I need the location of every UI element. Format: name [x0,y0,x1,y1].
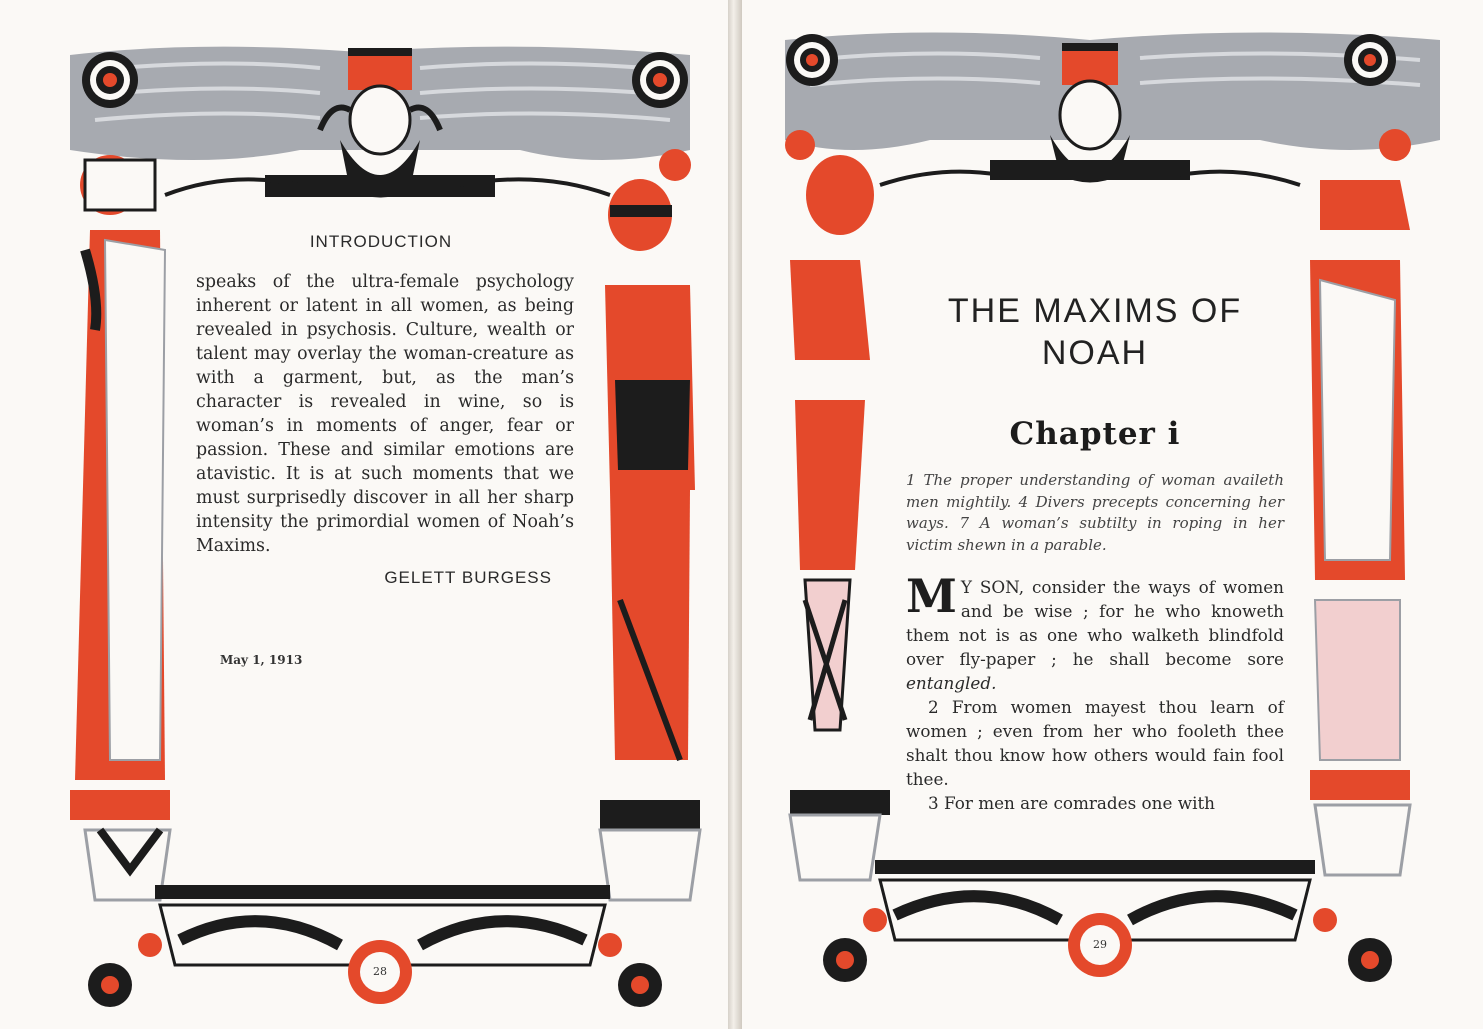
bottom-bar [155,885,610,899]
verse-1-text: consider the ways of women and be wise ; for he who knoweth them not is as one who walketh blindfold over fly-paper ; he shall become sore [906,576,1284,669]
rosette-right-page-right [1344,34,1396,86]
page-number-right: 29 [1093,938,1107,951]
introduction-heading: INTRODUCTION [309,232,453,251]
introduction-date: May 1, 1913 [220,653,303,667]
verse-2: 2 From women mayest thou learn of women ; even from her who fooleth thee shalt thou know how others would fain fool thee. [906,696,1284,789]
verse-3: 3 For men are comrades one with [928,792,1215,813]
book-title-line-1: THE MAXIMS OF [947,292,1243,330]
drop-cap: M [906,568,957,623]
verse-1-emphasis: entangled. [906,672,997,693]
maxims-text-block [906,290,1284,815]
book-gutter [728,0,742,1029]
right-page [742,0,1483,1029]
right-page-right-figure [1310,129,1411,875]
left-page [0,0,728,1029]
chapter-heading: Chapter i [1009,416,1181,452]
chapter-verses [906,568,1284,815]
verse-1 [906,568,1284,695]
verse-1-lead: Y SON, [960,576,1025,597]
left-page-right-figure [600,149,700,900]
book-title-line-2: NOAH [1041,334,1149,372]
page-number-left: 28 [373,965,387,978]
rosette-right-page-left [786,34,838,86]
introduction-body: speaks of the ultra-female psychology inherent or latent in all women, as being revealed in psychosis. Culture, wealth or talent may overlay the woman-creature as with a garment, but, as the man’s character is revealed in wine, so is woman’s in moments of anger, fear or passion. These and similar emotions are atavistic. It is at such moments that we must surprisedly discover in all her sharp intensity the primordial women of Noah’s Maxims. [196,272,574,556]
left-figure-king [70,155,170,900]
rosette-left [82,52,138,108]
chapter-summary: 1 The proper understanding of woman availeth men mightily. 4 Divers precepts concerning her ways. 7 A woman’s subtilty in roping in her victim shewn in a parable. [906,471,1284,555]
introduction-text-block [196,232,574,588]
right-page-left-figure [785,130,890,880]
rosette-right [632,52,688,108]
author-signature: GELETT BURGESS [384,568,552,587]
